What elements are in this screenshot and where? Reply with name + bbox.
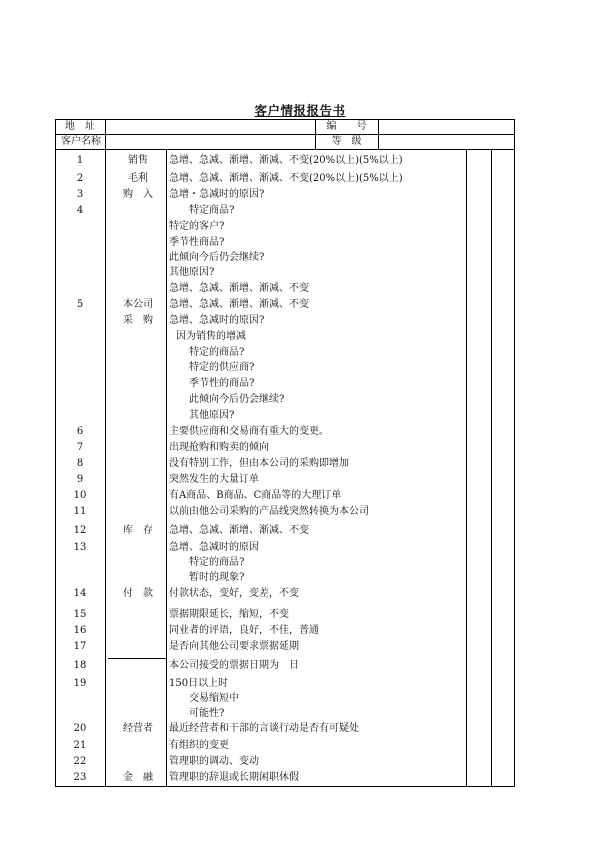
row-number: 8: [76, 458, 84, 469]
item-text: 急增、急减、渐增、渐减、不变: [169, 525, 309, 536]
item-text: 特定的商品?: [189, 347, 245, 358]
row-number: 9: [76, 474, 84, 485]
item-text: 付款状态，变好，变差，不变: [169, 588, 299, 599]
item-text: 以前由他公司采购的产品线突然转换为本公司: [169, 506, 369, 517]
category-label: 毛利: [128, 173, 148, 184]
number-label: 编 号: [326, 121, 367, 132]
item-text: 急增、急减、渐增、渐减、不变(20%以上)(5%以上): [169, 155, 403, 166]
category-label: 金 融: [123, 772, 153, 783]
item-text: 其他原因?: [189, 410, 235, 421]
row-number: 5: [76, 299, 84, 310]
item-text: 急增、急减、渐增、渐减、不变: [169, 283, 309, 294]
item-text: 季节性商品?: [169, 237, 225, 248]
item-text: 季节性的商品?: [189, 378, 255, 389]
item-text: 管理职的调动、变动: [169, 756, 259, 767]
row-number: 14: [73, 588, 87, 599]
item-text: 150日以上时: [169, 678, 229, 689]
row-number: 23: [73, 772, 87, 783]
row-number: 19: [73, 678, 87, 689]
address-label: 地 址: [65, 121, 95, 132]
item-text: 同业者的评语，良好，不佳，普通: [169, 625, 319, 636]
category-label: 经营者: [123, 723, 153, 734]
category-label: 库 存: [123, 525, 153, 536]
document-title: 客户情报报告书: [254, 103, 346, 118]
item-text: 急增、急减时的原因: [169, 542, 259, 553]
item-text: 急增、急减时的原因?: [169, 315, 265, 326]
row-number: 6: [76, 426, 84, 437]
item-text: 突然发生的大量订单: [169, 474, 259, 485]
row-number: 1: [76, 155, 84, 166]
row-number: 10: [73, 490, 87, 501]
item-text: 特定的供应商?: [189, 362, 255, 373]
item-text: 本公司接受的票据日期为 日: [169, 660, 299, 671]
row-number: 22: [73, 756, 87, 767]
item-text: 其他原因?: [169, 267, 215, 278]
row-number: 21: [73, 740, 87, 751]
row-number: 18: [73, 660, 87, 671]
item-text: 出现抢购和购卖的倾向: [169, 442, 269, 453]
item-text: 交易缩短中: [189, 693, 239, 704]
item-text: 管理职的辞退或长期闲职休假: [169, 772, 299, 783]
row-number: 17: [73, 641, 87, 652]
item-text: 急增、急减、渐增、渐减、不变(20%以上)(5%以上): [169, 173, 403, 184]
category-label: 购 入: [123, 189, 153, 200]
item-text: 是否向其他公司要求票据延期: [169, 641, 299, 652]
item-text: 没有特别工作，但由本公司的采购即增加: [169, 458, 349, 469]
row-number: 3: [76, 189, 84, 200]
row-number: 11: [73, 506, 87, 517]
item-text: 最近经营者和干部的言谈行动是否有可疑处: [169, 723, 359, 734]
row-number: 13: [73, 542, 87, 553]
row-number: 4: [76, 205, 84, 216]
item-text: 急增・急减时的原因?: [169, 189, 265, 200]
item-text: 特定商品?: [189, 205, 235, 216]
item-text: 特定的客户?: [169, 221, 225, 232]
item-text: 主要供应商和交易商有重大的变更。: [169, 426, 329, 437]
category-label: 销售: [128, 155, 148, 166]
customer-name-label: 客户名称: [61, 136, 101, 147]
item-text: 因为销售的增减: [176, 331, 246, 342]
category-label: 采 购: [123, 315, 153, 326]
row-number: 15: [73, 609, 87, 620]
item-text: 急增、急减、渐增、渐减、不变: [169, 299, 309, 310]
category-label: 本公司: [123, 299, 153, 310]
grade-label: 等 级: [331, 136, 362, 147]
item-text: 此倾向今后仍会继续?: [189, 394, 285, 405]
item-text: 票据期限延长，缩短，不变: [169, 609, 289, 620]
item-text: 有A商品、B商品、C商品等的大理订单: [169, 490, 342, 501]
category-label: 付 款: [123, 588, 153, 599]
row-number: 7: [76, 442, 84, 453]
row-number: 16: [73, 625, 87, 636]
item-text: 特定的商品?: [189, 557, 245, 568]
item-text: 可能性?: [189, 708, 225, 719]
item-text: 此倾向今后仍会继续?: [169, 252, 265, 263]
item-text: 有组织的变更: [169, 740, 229, 751]
row-number: 20: [73, 723, 87, 734]
item-text: 暂时的现象?: [189, 572, 245, 583]
row-number: 2: [76, 173, 84, 184]
row-number: 12: [73, 525, 87, 536]
